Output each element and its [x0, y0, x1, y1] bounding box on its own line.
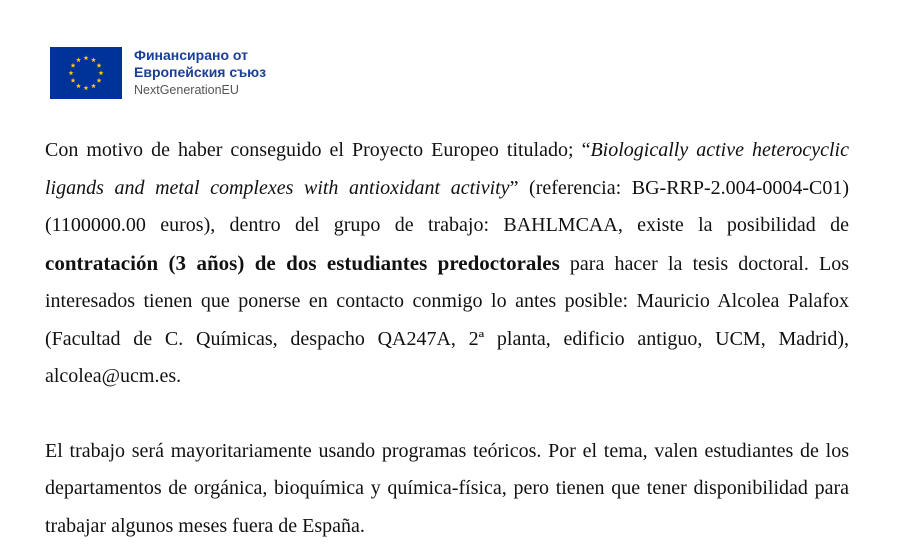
star-icon [91, 57, 96, 62]
star-icon [84, 55, 89, 60]
star-icon [76, 83, 81, 88]
star-icon [97, 63, 102, 68]
logo-european-union: Европейския съюз [134, 64, 267, 80]
star-icon [69, 70, 74, 75]
star-icon [76, 57, 81, 62]
paragraph-after-title: ” (referencia: BG-RRP-2.004-0004-C01) (1100000.00 euros), dentro del grupo de trabajo: BAHLMCAA, existe la posibilidad de [45, 176, 849, 236]
star-icon [97, 78, 102, 83]
paragraph-rest: para hacer la tesis doctoral. Los interesados tienen que ponerse en contacto conmigo lo antes posible: Mauricio Alcolea Palafox (Facultad de C. Químicas, despacho QA247A, 2ª planta, edificio antiguo, UCM, Madrid), alcolea@ucm.es. [45, 252, 849, 387]
logo-text [134, 47, 266, 99]
eu-funding-logo [50, 47, 266, 99]
star-icon [71, 78, 76, 83]
logo-next-generation: NextGenerationEU [134, 83, 239, 97]
eu-stars [50, 47, 122, 99]
paragraph-intro: Con motivo de haber conseguido el Proyecto Europeo titulado; “ [45, 139, 591, 161]
eu-flag-icon [50, 47, 122, 99]
logo-funded-by: Финансирано от [134, 47, 248, 63]
paragraph-work: El trabajo será mayoritariamente usando programas teóricos. Por el tema, valen estudiantes de los departamentos de orgánica, bioquímica y química-física, pero tienen que tener disponibilidad para trabajar algunos meses fuera de España. [45, 439, 849, 537]
contract-highlight: contratación (3 años) de dos estudiantes predoctorales [45, 250, 560, 275]
document-body [45, 132, 849, 545]
star-icon [71, 63, 76, 68]
paragraph-project [45, 132, 849, 396]
project-title: Biologically active heterocyclic ligands and metal complexes with antioxidant activity [45, 139, 849, 199]
star-icon [84, 85, 89, 90]
star-icon [91, 83, 96, 88]
star-icon [99, 70, 104, 75]
